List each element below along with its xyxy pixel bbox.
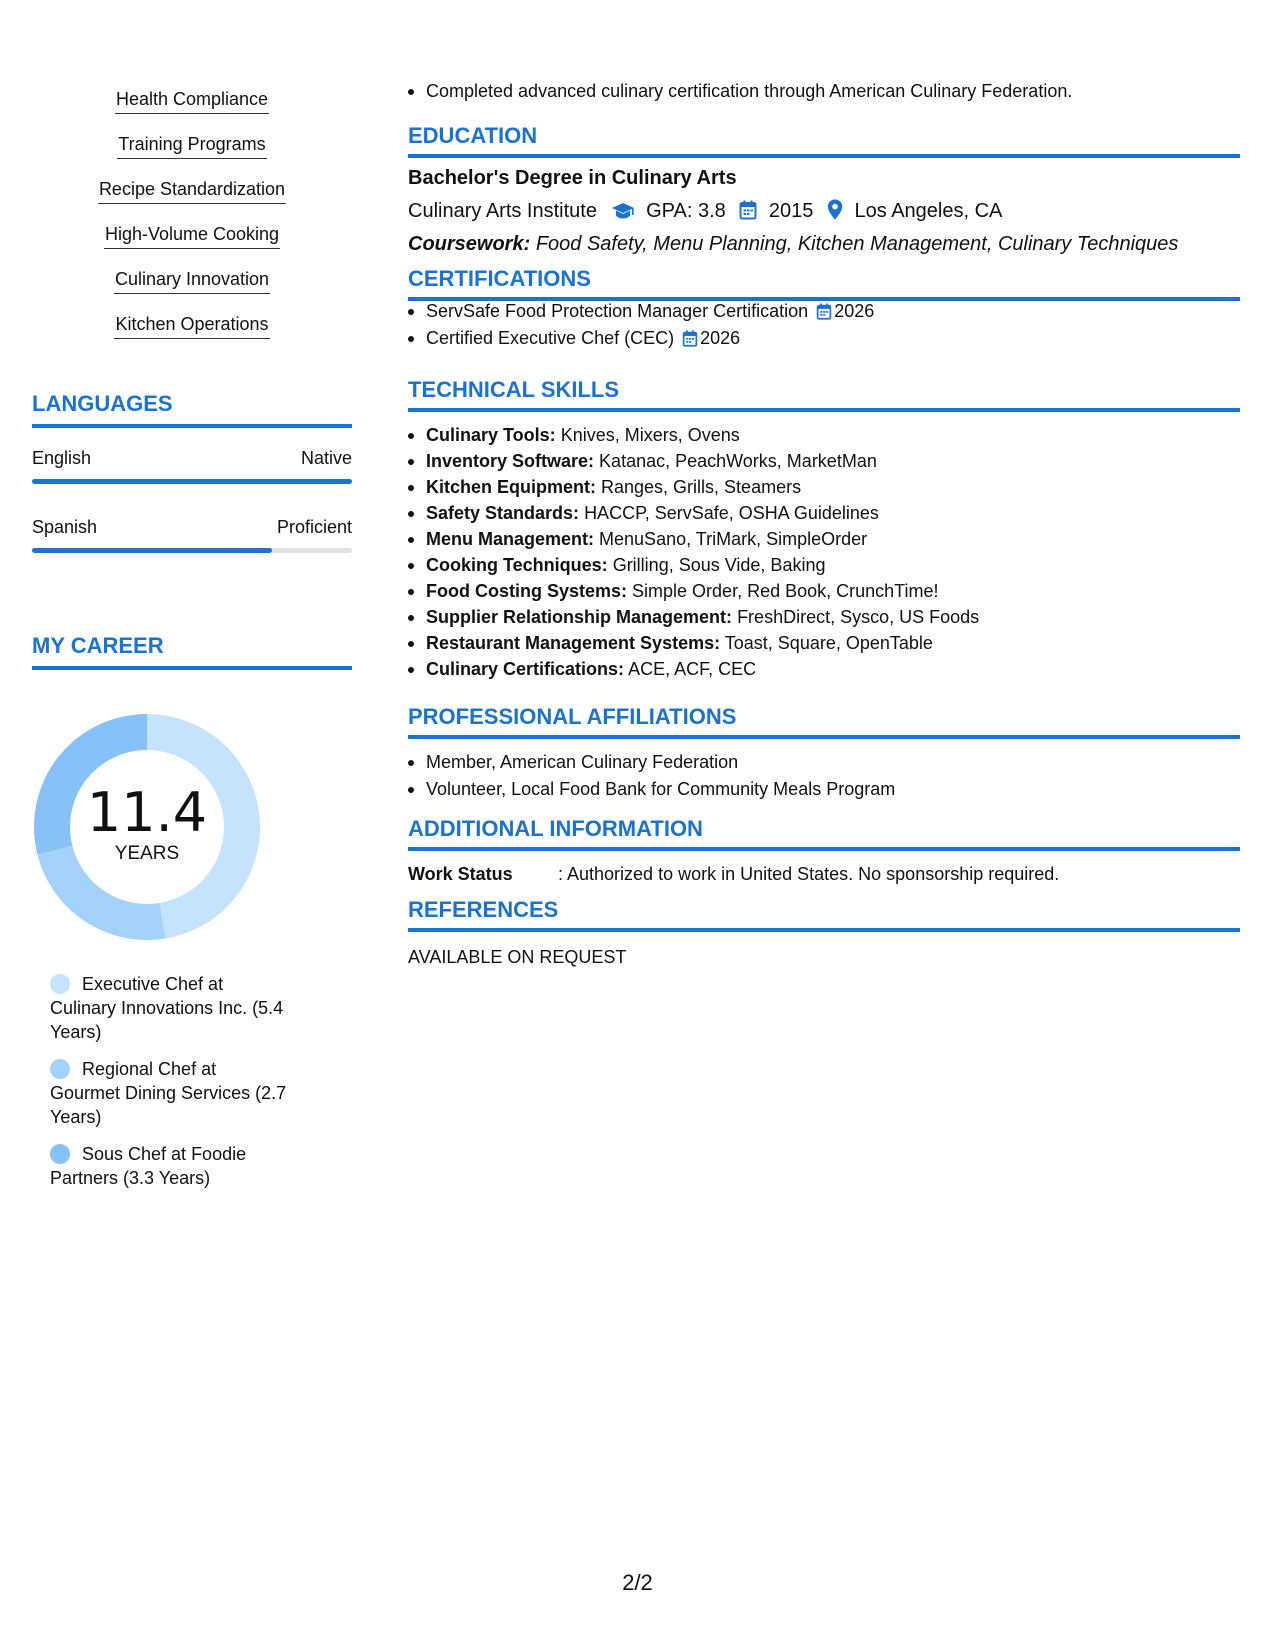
skill-tag	[32, 176, 352, 221]
career-legend-item	[18, 1057, 288, 1129]
experience-bullet-list	[408, 78, 1240, 105]
technical-skill-values: FreshDirect, Sysco, US Foods	[737, 607, 980, 627]
experience-bullet: Completed advanced culinary certification through American Culinary Federation.	[408, 78, 1240, 105]
certification-item	[408, 298, 1240, 325]
language-level: Proficient	[276, 517, 352, 537]
career-heading: MY CAREER	[32, 632, 352, 670]
technical-skill-values: Grilling, Sous Vide, Baking	[612, 555, 826, 575]
technical-skill-item	[408, 500, 1240, 526]
references-heading: REFERENCES	[408, 896, 1240, 932]
skill-tag-label: Culinary Innovation	[114, 266, 270, 294]
technical-skills-list	[408, 422, 1240, 682]
legend-label: Sous Chef at Foodie Partners (3.3 Years)	[50, 1144, 247, 1188]
skill-tag	[32, 221, 352, 266]
technical-skill-category: Food Costing Systems:	[426, 581, 628, 601]
certification-date	[682, 328, 740, 348]
language-name: Spanish	[32, 517, 98, 537]
additional-info-heading: ADDITIONAL INFORMATION	[408, 815, 1240, 851]
certification-year: 2026	[834, 301, 875, 321]
career-legend	[18, 972, 288, 1203]
graduation-year: 2015	[768, 200, 814, 222]
page-number: 2/2	[622, 1570, 653, 1595]
career-total	[34, 781, 260, 866]
technical-skill-category: Culinary Tools:	[426, 425, 556, 445]
career-total-unit: YEARS	[114, 843, 180, 864]
technical-skill-category: Restaurant Management Systems:	[426, 633, 721, 653]
skill-tag-label: Kitchen Operations	[114, 311, 269, 339]
education-meta	[408, 196, 1240, 229]
technical-skill-category: Cooking Techniques:	[426, 555, 608, 575]
technical-skill-item	[408, 448, 1240, 474]
skill-tag	[32, 86, 352, 131]
language-name: English	[32, 448, 92, 468]
technical-skill-item	[408, 474, 1240, 500]
technical-skill-item	[408, 422, 1240, 448]
certifications-heading: CERTIFICATIONS	[408, 265, 1240, 301]
references-text: AVAILABLE ON REQUEST	[408, 947, 627, 967]
language-row-english	[32, 448, 352, 488]
affiliations-heading: PROFESSIONAL AFFILIATIONS	[408, 703, 1240, 739]
technical-skills-heading: TECHNICAL SKILLS	[408, 376, 1240, 412]
languages-heading: LANGUAGES	[32, 390, 352, 428]
certification-year: 2026	[700, 328, 741, 348]
technical-skill-values: MenuSano, TriMark, SimpleOrder	[599, 529, 868, 549]
language-proficiency-fill	[32, 548, 272, 553]
location-pin-icon	[827, 199, 843, 229]
technical-skill-category: Kitchen Equipment:	[426, 477, 596, 497]
skill-list	[32, 86, 352, 356]
technical-skill-category: Menu Management:	[426, 529, 595, 549]
language-row-spanish	[32, 517, 352, 557]
technical-skill-item	[408, 578, 1240, 604]
career-total-value: 11.4	[86, 781, 208, 844]
affiliation-item: Member, American Culinary Federation	[408, 749, 1240, 776]
technical-skill-category: Inventory Software:	[426, 451, 595, 471]
technical-skill-category: Safety Standards:	[426, 503, 580, 523]
certification-list	[408, 298, 1240, 352]
school-name: Culinary Arts Institute	[408, 200, 597, 222]
technical-skill-item	[408, 656, 1240, 682]
technical-skill-item	[408, 604, 1240, 630]
legend-label: Executive Chef at Culinary Innovations Inc. (5.4 Years)	[50, 974, 284, 1042]
technical-skill-item	[408, 630, 1240, 656]
coursework-list: Food Safety, Menu Planning, Kitchen Management, Culinary Techniques	[535, 233, 1179, 255]
gpa: GPA: 3.8	[646, 200, 726, 222]
calendar-icon	[739, 199, 757, 229]
skill-tag-label: Training Programs	[117, 131, 266, 159]
language-level: Native	[300, 448, 352, 468]
skill-tag	[32, 311, 352, 356]
technical-skill-values: Simple Order, Red Book, CrunchTime!	[632, 581, 939, 601]
technical-skill-values: ACE, ACF, CEC	[628, 659, 757, 679]
technical-skill-category: Supplier Relationship Management:	[426, 607, 733, 627]
technical-skill-item	[408, 526, 1240, 552]
skill-tag-label: High-Volume Cooking	[104, 221, 280, 249]
affiliations-list	[408, 749, 1240, 803]
education-heading: EDUCATION	[408, 122, 1240, 158]
language-proficiency-fill	[32, 479, 352, 484]
technical-skill-item	[408, 552, 1240, 578]
certification-name: Certified Executive Chef (CEC)	[426, 328, 675, 348]
calendar-icon	[816, 303, 832, 320]
certification-date	[816, 301, 874, 321]
technical-skill-category: Culinary Certifications:	[426, 659, 625, 679]
technical-skill-values: Toast, Square, OpenTable	[724, 633, 933, 653]
work-status-row	[408, 861, 1240, 887]
career-donut-chart	[34, 714, 260, 940]
legend-dot	[50, 1144, 70, 1164]
career-legend-item	[18, 1142, 288, 1190]
education-entry	[408, 164, 1240, 259]
coursework	[408, 229, 1240, 259]
skill-tag-label: Recipe Standardization	[98, 176, 286, 204]
technical-skill-values: Ranges, Grills, Steamers	[601, 477, 802, 497]
career-legend-item	[18, 972, 288, 1044]
calendar-icon	[682, 330, 698, 347]
technical-skill-values: Knives, Mixers, Ovens	[560, 425, 740, 445]
legend-dot	[50, 1059, 70, 1079]
coursework-label: Coursework:	[408, 233, 531, 255]
legend-dot	[50, 974, 70, 994]
school-location: Los Angeles, CA	[854, 200, 1003, 222]
certification-item	[408, 325, 1240, 352]
degree-title: Bachelor's Degree in Culinary Arts	[408, 167, 737, 189]
work-status-value: : Authorized to work in United States. No sponsorship required.	[558, 864, 1060, 884]
skill-tag	[32, 266, 352, 311]
legend-label: Regional Chef at Gourmet Dining Services (2.7 Years)	[50, 1059, 287, 1127]
language-proficiency-bar	[32, 479, 352, 484]
certification-name: ServSafe Food Protection Manager Certification	[426, 301, 809, 321]
technical-skill-values: Katanac, PeachWorks, MarketMan	[599, 451, 877, 471]
language-proficiency-bar	[32, 548, 352, 553]
work-status-label: Work Status	[408, 864, 513, 884]
skill-tag-label: Health Compliance	[115, 86, 269, 114]
affiliation-item: Volunteer, Local Food Bank for Community Meals Program	[408, 776, 1240, 803]
skill-tag	[32, 131, 352, 176]
graduation-cap-icon	[611, 199, 635, 229]
technical-skill-values: HACCP, ServSafe, OSHA Guidelines	[584, 503, 879, 523]
